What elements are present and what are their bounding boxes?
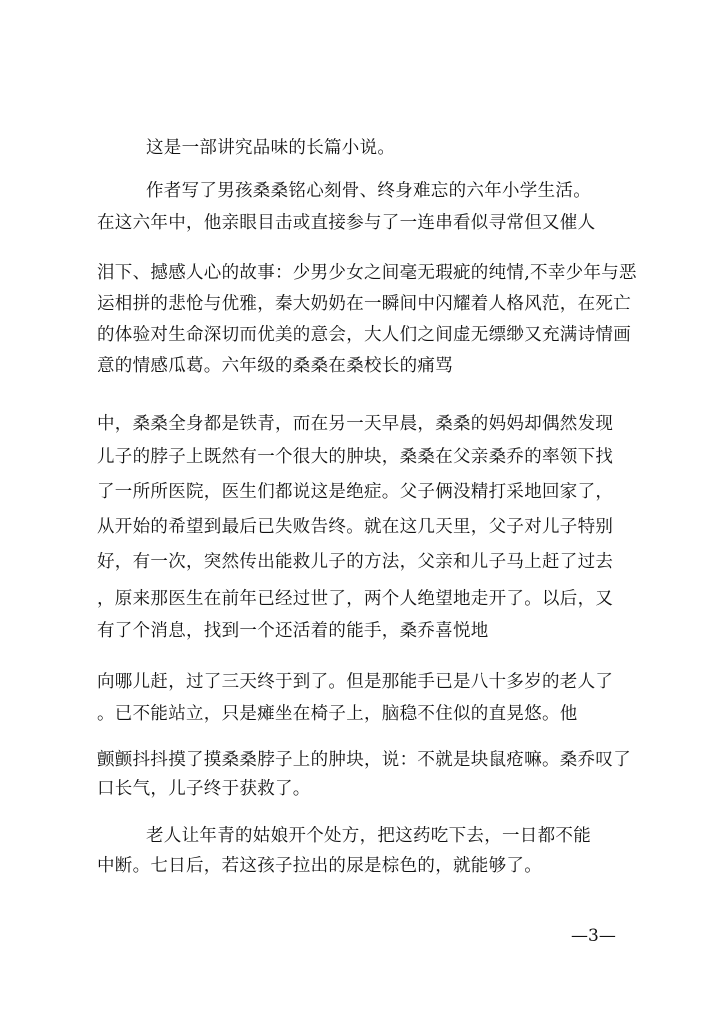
text-line: 从开始的希望到最后已失败告终。就在这几天里，父子对儿子特别 bbox=[97, 517, 614, 537]
text-line: 老人让年青的姑娘开个处方，把这药吃下去，一日都不能 bbox=[146, 826, 591, 846]
text-line: 颤颤抖抖摸了摸桑桑脖子上的肿块，说：不就是块鼠疮嘛。桑乔叹了 bbox=[97, 750, 631, 770]
text-line: 在这六年中，他亲眼目击或直接参与了一连串看似寻常但又催人 bbox=[97, 213, 596, 233]
page-number: —3— bbox=[571, 926, 616, 946]
text-line: 好，有一次，突然传出能救儿子的方法，父亲和儿子马上赶了过去 bbox=[97, 552, 614, 572]
text-line: 作者写了男孩桑桑铭心刻骨、终身难忘的六年小学生活。 bbox=[146, 181, 591, 201]
text-line: 泪下、撼感人心的故事：少男少女之间毫无瑕疵的纯情,不幸少年与恶 bbox=[97, 263, 637, 283]
text-line: 口长气，儿子终于获救了。 bbox=[97, 779, 311, 799]
text-line: 儿子的脖子上既然有一个很大的肿块，桑桑在父亲桑乔的率领下找 bbox=[97, 447, 614, 467]
text-line: 中断。七日后，若这孩子拉出的尿是棕色的，就能够了。 bbox=[97, 856, 542, 876]
text-line: 中，桑桑全身都是铁青，而在另一天早晨，桑桑的妈妈却偶然发现 bbox=[97, 414, 614, 434]
text-line: 向哪儿赶，过了三天终于到了。但是那能手已是八十多岁的老人了 bbox=[97, 672, 614, 692]
text-line: 的体验对生命深切而优美的意会，大人们之间虚无缥缈又充满诗情画 bbox=[97, 325, 631, 345]
text-line: 有了个消息，找到一个还活着的能手，桑乔喜悦地 bbox=[97, 621, 489, 641]
text-line: 这是一部讲究品味的长篇小说。 bbox=[146, 138, 396, 158]
text-line: ，原来那医生在前年已经过世了，两个人绝望地走开了。以后，又 bbox=[97, 589, 614, 609]
text-line: 。已不能站立，只是瘫坐在椅子上，脑稳不住似的直晃悠。他 bbox=[97, 704, 578, 724]
text-line: 意的情感瓜葛。六年级的桑桑在桑校长的痛骂 bbox=[97, 356, 453, 376]
text-line: 了一所所医院，医生们都说这是绝症。父子俩没精打采地回家了， bbox=[97, 482, 614, 502]
text-line: 运相拼的悲怆与优雅，秦大奶奶在一瞬间中闪耀着人格风范，在死亡 bbox=[97, 294, 631, 314]
